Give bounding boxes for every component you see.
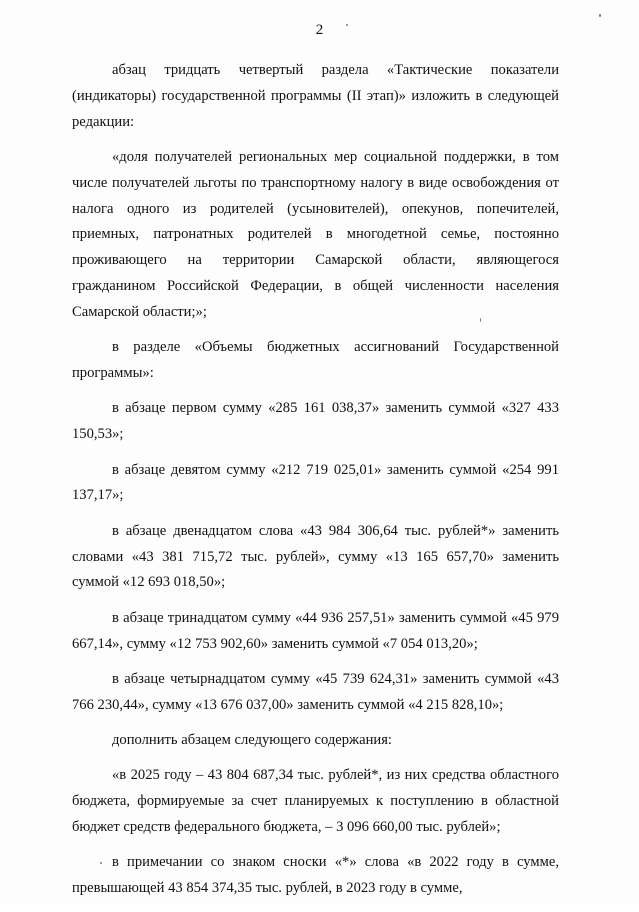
scan-speck — [599, 14, 601, 17]
paragraph-section-34: абзац тридцать четвертый раздела «Тактические показатели (индикаторы) государственной программы (II этап)» изложить в следующей редакции: — [72, 62, 559, 130]
paragraph-add-abzac: дополнить абзацем следующего содержания: — [112, 732, 392, 749]
paragraph-quoted-indicator: «доля получателей региональных мер социальной поддержки, в том числе получателей льготы по транспортному налогу в виде освобождения от налога одного из родителей (усыновителей), опекунов, попечителей, приемных, патронатных родителей в многодетной семье, постоянно проживающего на территории Самарской области, являющегося гражданином Российской Федерации, в общей численности населения Самарской области;»; — [72, 148, 559, 320]
paragraph-footnote-note: в примечании со знаком сноски «*» слова «в 2022 году в сумме, превышающей 43 854 374,35 тыс. рублей, в 2023 году в сумме, — [72, 854, 559, 897]
scan-speck — [480, 318, 481, 322]
paragraph-abzac-9: в абзаце девятом сумму «212 719 025,01» заменить суммой «254 991 137,17»; — [72, 461, 559, 504]
scan-speck — [346, 24, 348, 26]
paragraph-budget-section: в разделе «Объемы бюджетных ассигнований Государственной программы»: — [72, 339, 559, 381]
page-number: 2 — [315, 22, 324, 38]
scan-speck — [100, 862, 102, 864]
paragraph-abzac-1: в абзаце первом сумму «285 161 038,37» заменить суммой «327 433 150,53»; — [72, 400, 559, 443]
paragraph-abzac-14: в абзаце четырнадцатом сумму «45 739 624,31» заменить суммой «43 766 230,44», сумму «13 676 037,00» заменить суммой «4 215 828,10»; — [72, 670, 559, 713]
paragraph-2025: «в 2025 году – 43 804 687,34 тыс. рублей*, из них средства областного бюджета, формируемые за счет планируемых к поступлению в областной бюджет средств федерального бюджета, – 3 096 660,00 тыс. рублей»; — [72, 767, 559, 836]
paragraph-abzac-12: в абзаце двенадцатом слова «43 984 306,64 тыс. рублей*» заменить словами «43 381 715,72 тыс. рублей», сумму «13 165 657,70» заменить суммой «12 693 018,50»; — [72, 522, 559, 591]
document-body — [72, 58, 559, 912]
paragraph-abzac-13: в абзаце тринадцатом сумму «44 936 257,51» заменить суммой «45 979 667,14», сумму «12 753 902,60» заменить суммой «7 054 013,20»; — [72, 609, 559, 652]
